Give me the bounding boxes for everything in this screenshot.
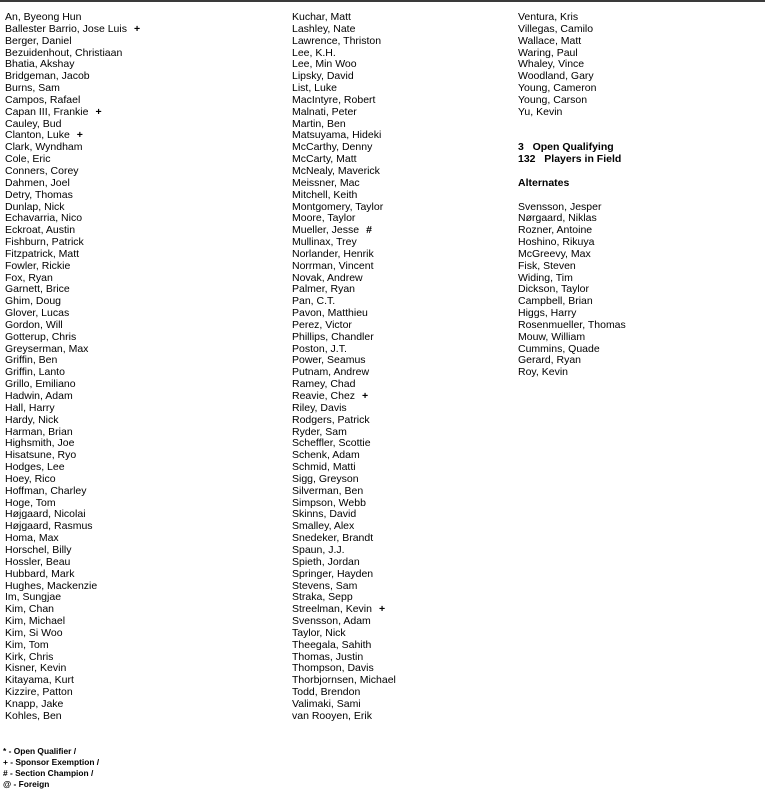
player-name: Highsmith, Joe	[5, 437, 75, 450]
player-status-mark: +	[95, 105, 102, 118]
player-name: Thompson, Davis	[292, 662, 374, 675]
player-name: Knapp, Jake	[5, 697, 64, 710]
player-name: Conners, Corey	[5, 164, 79, 177]
player-name: Kim, Si Woo	[5, 626, 63, 639]
player-name: Horschel, Billy	[5, 543, 72, 556]
alternate-entry: Rozner, Antoine	[518, 224, 593, 237]
open-qualifying-count: 3 Open Qualifying	[518, 141, 614, 154]
player-name: Poston, J.T.	[292, 342, 347, 355]
player-name: Phillips, Chandler	[292, 330, 374, 343]
player-name: Mitchell, Keith	[292, 188, 358, 201]
alternate-entry: Rosenmueller, Thomas	[518, 318, 626, 331]
player-name: Hoey, Rico	[5, 472, 56, 485]
alternate-entry: Mouw, William	[518, 330, 586, 343]
player-name: Young, Carson	[518, 93, 588, 106]
player-name: Fox, Ryan	[5, 271, 53, 284]
alternate-entry: Cummins, Quade	[518, 342, 600, 355]
player-name: Malnati, Peter	[292, 105, 357, 118]
alternate-entry: Fisk, Steven	[518, 259, 576, 272]
player-name: Kizzire, Patton	[5, 686, 73, 699]
player-name: Kisner, Kevin	[5, 662, 67, 675]
player-name: List, Luke	[292, 82, 337, 95]
player-name: Simpson, Webb	[292, 496, 366, 509]
player-name: Fowler, Rickie	[5, 259, 71, 272]
player-name: Kirk, Chris	[5, 650, 54, 663]
player-name: Burns, Sam	[5, 82, 60, 95]
player-name: Theegala, Sahith	[292, 638, 372, 651]
player-name: Kim, Tom	[5, 638, 49, 651]
player-name: Hoge, Tom	[5, 496, 56, 509]
player-name: Bhatia, Akshay	[5, 58, 75, 71]
player-name: Streelman, Kevin	[292, 603, 372, 616]
player-name: Garnett, Brice	[5, 283, 70, 296]
player-name: Valimaki, Sami	[292, 697, 361, 710]
player-name: Perez, Victor	[292, 318, 352, 331]
player-name: Scheffler, Scottie	[292, 437, 371, 450]
player-name: Yu, Kevin	[518, 105, 563, 118]
player-name: Riley, Davis	[292, 401, 347, 414]
player-name: Hughes, Mackenzie	[5, 579, 98, 592]
alternates-list	[518, 202, 758, 380]
alternate-entry: Gerard, Ryan	[518, 354, 582, 367]
player-name: Ballester Barrio, Jose Luis	[5, 22, 127, 35]
player-name: Norlander, Henrik	[292, 247, 374, 260]
players-column-1	[5, 12, 275, 723]
player-name: Mullinax, Trey	[292, 236, 357, 249]
player-name: Harman, Brian	[5, 425, 73, 438]
player-name: Ventura, Kris	[518, 11, 579, 23]
player-name: Palmer, Ryan	[292, 283, 356, 296]
player-name: Cole, Eric	[5, 153, 51, 166]
player-name: Schenk, Adam	[292, 449, 360, 462]
player-name: Ghim, Doug	[5, 295, 62, 308]
player-name: Pan, C.T.	[292, 295, 336, 308]
player-name: Stevens, Sam	[292, 579, 358, 592]
player-status-mark: +	[362, 390, 369, 402]
player-name: Kim, Chan	[5, 603, 55, 616]
player-name: Bridgeman, Jacob	[5, 70, 90, 83]
player-name: Hisatsune, Ryo	[5, 449, 77, 462]
player-name: Kitayama, Kurt	[5, 674, 74, 687]
player-name: van Rooyen, Erik	[292, 709, 372, 722]
players-list-3	[518, 12, 758, 119]
player-name: Kohles, Ben	[5, 709, 62, 722]
player-name: Eckroat, Austin	[5, 224, 76, 237]
player-name: Hodges, Lee	[5, 461, 65, 474]
player-name: Whaley, Vince	[518, 58, 585, 71]
player-name: Novak, Andrew	[292, 271, 363, 284]
player-name: Hadwin, Adam	[5, 390, 73, 402]
alternate-entry: Higgs, Harry	[518, 307, 577, 320]
player-name: Straka, Sepp	[292, 591, 353, 604]
player-name: Ryder, Sam	[292, 425, 347, 438]
player-name: Lashley, Nate	[292, 22, 356, 35]
player-name: Ramey, Chad	[292, 378, 356, 391]
player-name: Silverman, Ben	[292, 484, 364, 497]
alternate-entry: Campbell, Brian	[518, 295, 593, 308]
alternates-heading: Alternates	[518, 176, 570, 189]
player-name: McNealy, Maverick	[292, 164, 380, 177]
player-name: Lipsky, David	[292, 70, 354, 83]
player-name: Hubbard, Mark	[5, 567, 75, 580]
player-name: Norrman, Vincent	[292, 259, 374, 272]
player-name: Clark, Wyndham	[5, 141, 83, 154]
player-name: Bezuidenhout, Christiaan	[5, 46, 123, 59]
player-name: Taylor, Nick	[292, 626, 346, 639]
player-name: Im, Sungjae	[5, 591, 62, 604]
player-entry	[5, 711, 275, 723]
player-name: Moore, Taylor	[292, 212, 356, 225]
player-name: Campos, Rafael	[5, 93, 81, 106]
player-name: Fitzpatrick, Matt	[5, 247, 80, 260]
alternate-entry: Roy, Kevin	[518, 366, 568, 379]
player-name: Spaun, J.J.	[292, 543, 345, 556]
player-name: Spieth, Jordan	[292, 555, 360, 568]
player-name: An, Byeong Hun	[5, 11, 82, 23]
player-status-mark: #	[366, 224, 372, 237]
player-name: Svensson, Adam	[292, 615, 371, 628]
player-name: Skinns, David	[292, 508, 357, 521]
player-name: Matsuyama, Hideki	[292, 129, 382, 142]
player-name: Montgomery, Taylor	[292, 200, 384, 213]
player-entry	[292, 711, 507, 723]
player-name: Højgaard, Rasmus	[5, 520, 93, 533]
player-name: Griffin, Lanto	[5, 366, 65, 379]
player-name: Detry, Thomas	[5, 188, 73, 201]
player-name: Clanton, Luke	[5, 129, 70, 142]
player-name: Cauley, Bud	[5, 117, 62, 130]
player-name: Lawrence, Thriston	[292, 34, 382, 47]
legend-section-champion: # - Section Champion /	[3, 768, 94, 778]
player-name: Echavarria, Nico	[5, 212, 83, 225]
player-name: Greyserman, Max	[5, 342, 89, 355]
legend-foreign: @ - Foreign	[3, 779, 50, 789]
player-name: Kuchar, Matt	[292, 11, 351, 23]
player-name: Meissner, Mac	[292, 176, 360, 189]
alternate-entry: Nørgaard, Niklas	[518, 212, 597, 225]
player-name: Grillo, Emiliano	[5, 378, 76, 391]
top-rule	[0, 0, 765, 2]
alternate-entry: Svensson, Jesper	[518, 200, 602, 213]
player-name: Snedeker, Brandt	[292, 532, 374, 545]
alternate-entry: Widing, Tim	[518, 271, 573, 284]
player-name: Rodgers, Patrick	[292, 413, 370, 426]
player-name: Putnam, Andrew	[292, 366, 370, 379]
player-name: Young, Cameron	[518, 82, 597, 95]
player-name: Reavie, Chez	[292, 390, 356, 402]
alternate-entry: Dickson, Taylor	[518, 283, 589, 296]
players-column-2	[292, 12, 507, 723]
player-name: Dahmen, Joel	[5, 176, 70, 189]
player-name: Glover, Lucas	[5, 307, 70, 320]
player-name: Kim, Michael	[5, 615, 66, 628]
player-name: Griffin, Ben	[5, 354, 58, 367]
player-name: Sigg, Greyson	[292, 472, 359, 485]
player-name: McCarthy, Denny	[292, 141, 373, 154]
legend-sponsor-exemption: + - Sponsor Exemption /	[3, 757, 100, 767]
player-name: Capan III, Frankie	[5, 105, 89, 118]
player-name: Hossler, Beau	[5, 555, 71, 568]
player-name: Berger, Daniel	[5, 34, 72, 47]
player-name: Mueller, Jesse	[292, 224, 360, 237]
player-name: Woodland, Gary	[518, 70, 594, 83]
legend-open-qualifier: * - Open Qualifier /	[3, 746, 77, 756]
player-name: Power, Seamus	[292, 354, 366, 367]
player-name: Thorbjornsen, Michael	[292, 674, 396, 687]
player-name: Wallace, Matt	[518, 34, 582, 47]
player-name: Hoffman, Charley	[5, 484, 87, 497]
players-in-field-count: 132 Players in Field	[518, 153, 622, 166]
player-name: Todd, Brendon	[292, 686, 361, 699]
player-name: Smalley, Alex	[292, 520, 355, 533]
alternate-entry: Hoshino, Rikuya	[518, 236, 595, 249]
player-status-mark: +	[133, 22, 141, 35]
player-name: Hardy, Nick	[5, 413, 59, 426]
player-status-mark: +	[378, 603, 386, 616]
player-name: Villegas, Camilo	[518, 22, 594, 35]
legend	[3, 746, 99, 790]
alternate-entry: McGreevy, Max	[518, 247, 591, 260]
player-name: Gotterup, Chris	[5, 330, 77, 343]
player-name: Homa, Max	[5, 532, 59, 545]
player-name: Martin, Ben	[292, 117, 346, 130]
player-entry	[518, 107, 758, 119]
player-name: Waring, Paul	[518, 46, 578, 59]
player-name: McCarty, Matt	[292, 153, 357, 166]
player-name: Gordon, Will	[5, 318, 63, 331]
player-name: Springer, Hayden	[292, 567, 374, 580]
player-name: Højgaard, Nicolai	[5, 508, 86, 521]
player-name: Lee, K.H.	[292, 46, 336, 59]
player-name: Thomas, Justin	[292, 650, 364, 663]
player-name: Hall, Harry	[5, 401, 55, 414]
player-name: Fishburn, Patrick	[5, 236, 84, 249]
player-name: Lee, Min Woo	[292, 58, 357, 71]
player-name: Schmid, Matti	[292, 461, 356, 474]
player-name: Dunlap, Nick	[5, 200, 65, 213]
player-name: Pavon, Matthieu	[292, 307, 368, 320]
player-name: MacIntyre, Robert	[292, 93, 376, 106]
player-status-mark: +	[76, 129, 83, 142]
players-column-3	[518, 12, 758, 379]
